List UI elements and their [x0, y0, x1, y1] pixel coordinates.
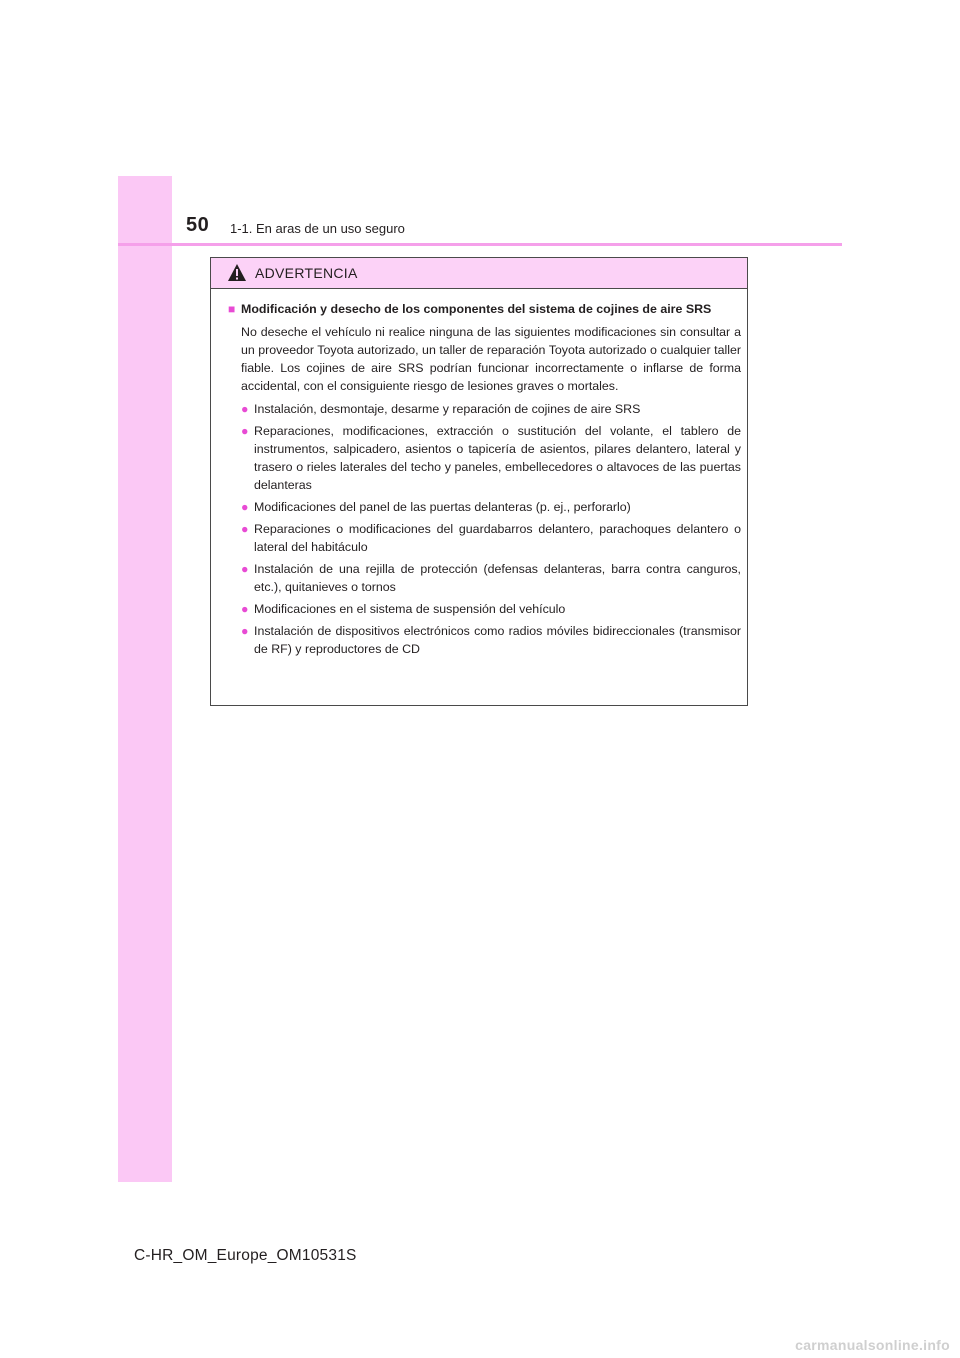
list-item — [241, 560, 741, 596]
square-bullet-icon: ■ — [228, 302, 236, 316]
list-item-text: Instalación de una rejilla de protección (defensas delanteras, barra contra canguros, etc.), quitanieves o tornos — [254, 562, 741, 594]
chapter-side-band — [118, 176, 172, 1182]
list-item — [241, 600, 741, 618]
bullet-dot-icon: ● — [241, 624, 249, 638]
list-item — [241, 422, 741, 494]
list-item-text: Reparaciones o modificaciones del guardabarros delantero, parachoques delantero o lateral del habitáculo — [254, 522, 741, 554]
list-item-text: Instalación de dispositivos electrónicos como radios móviles bidireccionales (transmisor de RF) y reproductores de CD — [254, 624, 741, 656]
section-title: 1-1. En aras de un uso seguro — [230, 221, 405, 236]
list-item-text: Instalación, desmontaje, desarme y reparación de cojines de aire SRS — [254, 402, 641, 416]
watermark[interactable]: carmanualsonline.info — [795, 1337, 950, 1353]
bullet-dot-icon: ● — [241, 562, 249, 576]
warning-body — [211, 289, 747, 658]
document-code: C-HR_OM_Europe_OM10531S — [134, 1247, 357, 1264]
page-number: 50 — [186, 214, 210, 236]
list-item — [241, 400, 741, 418]
bullet-dot-icon: ● — [241, 402, 249, 416]
warning-header — [211, 258, 747, 289]
warning-label: ADVERTENCIA — [255, 265, 358, 281]
bullet-dot-icon: ● — [241, 424, 249, 438]
list-item — [241, 622, 741, 658]
bullet-dot-icon: ● — [241, 522, 249, 536]
warning-triangle-icon — [227, 263, 247, 282]
list-item-text: Modificaciones en el sistema de suspensión del vehículo — [254, 602, 566, 616]
list-item-text: Reparaciones, modificaciones, extracción o sustitución del volante, el tablero de instrumentos, salpicadero, asientos o tapicería de asientos, pilares delantero, lateral y trasero o rieles laterales del techo y paneles, embellecedores o altavoces de las puertas delanteras — [254, 424, 741, 492]
list-item-text: Modificaciones del panel de las puertas delanteras (p. ej., perforarlo) — [254, 500, 631, 514]
header-rule — [118, 243, 842, 246]
bullet-dot-icon: ● — [241, 602, 249, 616]
list-item — [241, 520, 741, 556]
warning-box — [210, 257, 748, 706]
item-heading — [228, 300, 741, 318]
intro-paragraph: No deseche el vehículo ni realice ninguna de las siguientes modificaciones sin consultar a un proveedor Toyota autorizado, un taller de reparación Toyota autorizado o cualquier taller fiable. Los cojines de aire SRS podrían funcionar incorrectamente o inflarse de forma accidental, con el consiguiente riesgo de lesiones graves o mortales. — [241, 325, 741, 393]
list-item — [241, 498, 741, 516]
item-heading-text: Modificación y desecho de los componentes del sistema de cojines de aire SRS — [241, 302, 712, 316]
bullet-dot-icon: ● — [241, 500, 249, 514]
